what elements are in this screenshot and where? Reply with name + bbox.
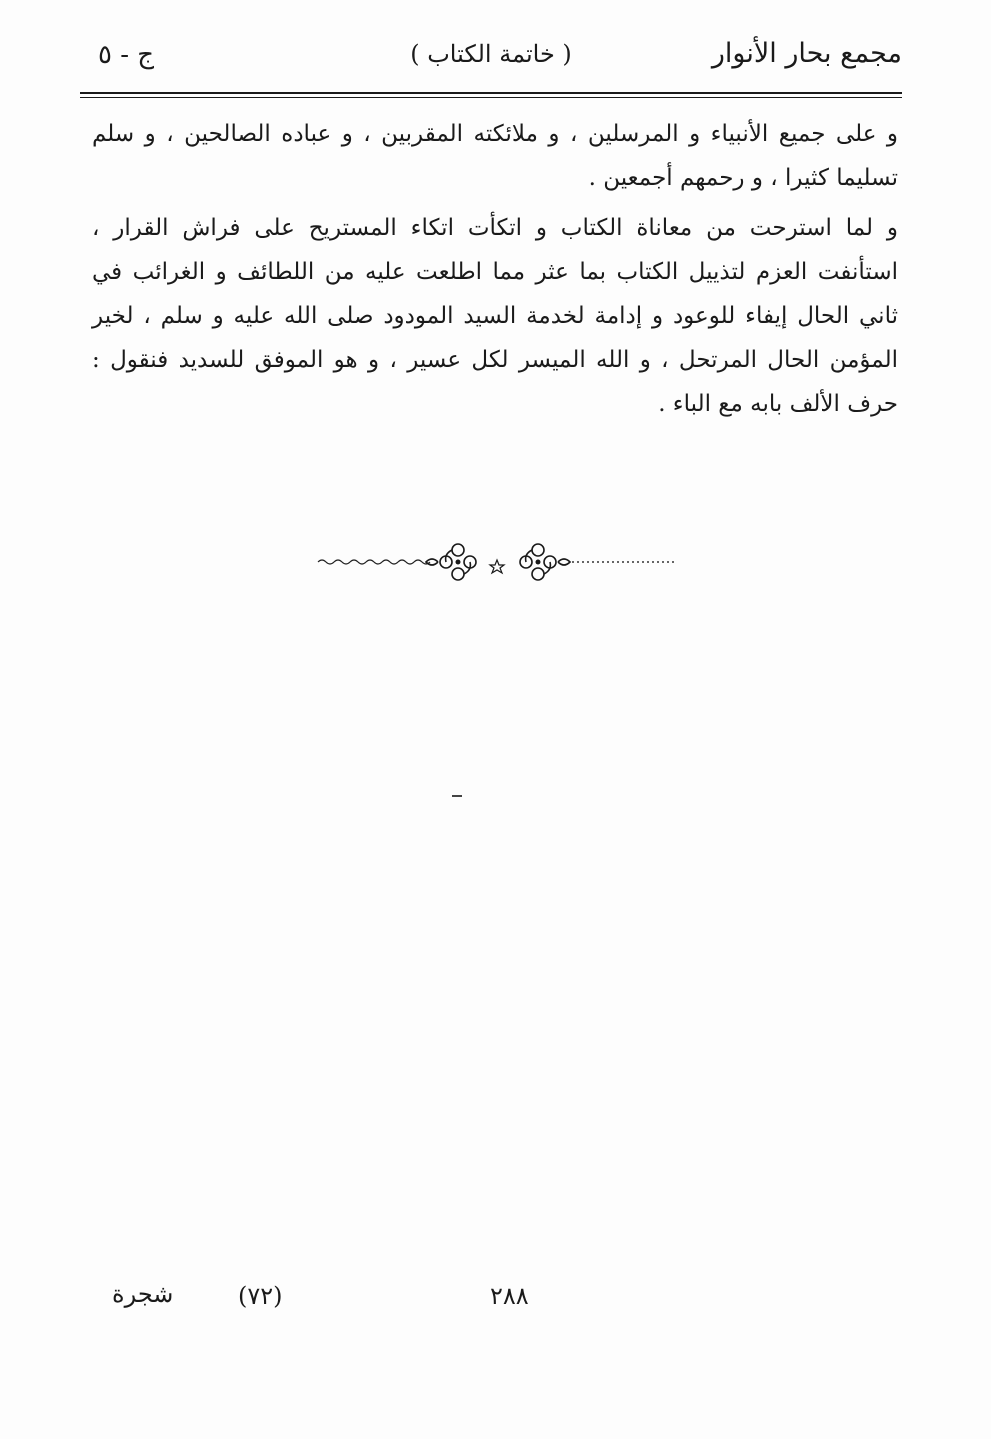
signature-mark: شجرة: [112, 1280, 174, 1308]
running-header: [80, 32, 902, 88]
stray-print-mark: [452, 795, 462, 797]
book-title: مجمع بحار الأنوار: [711, 38, 902, 69]
paragraph-closing-blessing: و على جميع الأنبياء و المرسلين ، و ملائكته المقربين ، و عباده الصالحين ، و سلم تسليما كثيرا ، و رحمهم أجمعين .: [92, 121, 898, 191]
header-rule-thick: [80, 92, 902, 94]
volume-number: ج - ٥: [98, 40, 155, 70]
section-title: ( خاتمة الكتاب ): [410, 40, 572, 68]
paragraph-appendix-intro: و لما استرحت من معاناة الكتاب و اتكأت اتكاء المستريح على فراش القرار ، استأنفت العزم لتذييل الكتاب بما عثر مما اطلعت عليه من اللطائف و الغرائب في ثاني الحال إيفاء للوعود و إدامة لخدمة السيد المودود صلى الله عليه و سلم ، لخير المؤمن الحال المرتحل ، و الله الميسر لكل عسير ، و هو الموفق للسديد فنقول : حرف الألف بابه مع الباء .: [92, 215, 898, 417]
page-footer: [0, 1280, 991, 1320]
page-number: ٢٨٨: [490, 1282, 529, 1310]
body-text: [92, 112, 898, 432]
section-ornament: [316, 536, 678, 584]
header-rule-thin: [80, 97, 902, 98]
sheet-number: (٧٢): [238, 1282, 283, 1310]
